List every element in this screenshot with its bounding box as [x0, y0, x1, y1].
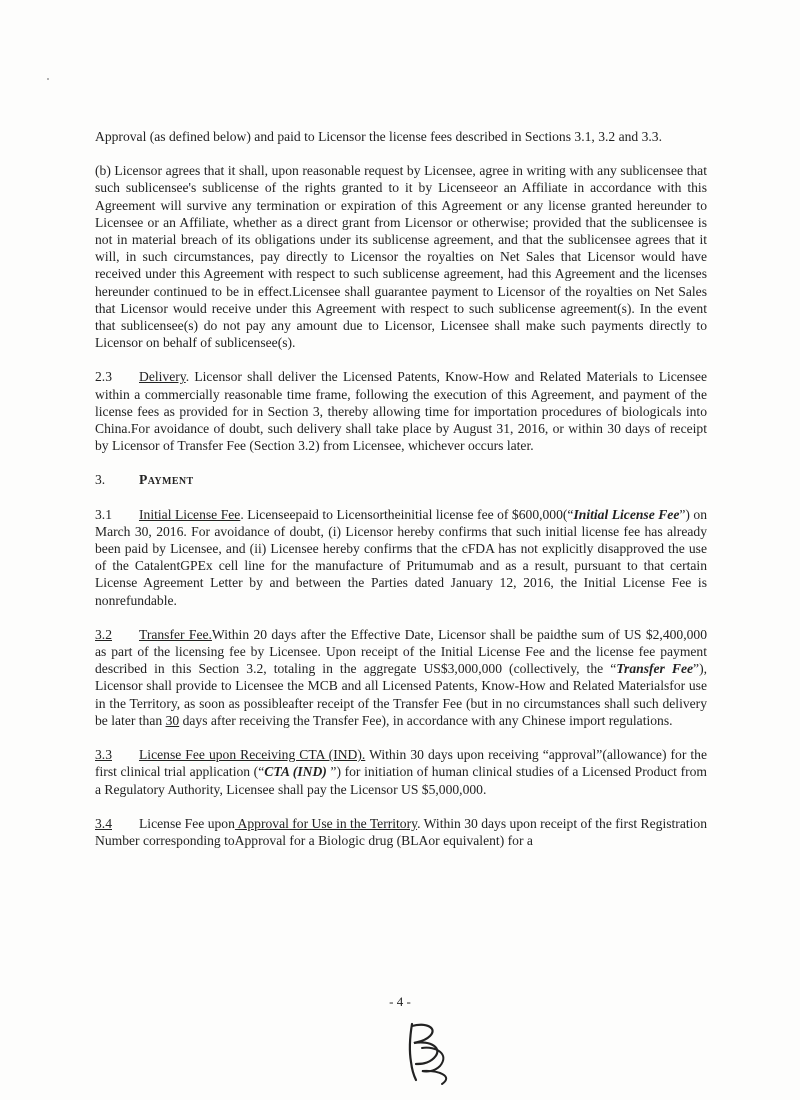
section-number: 3.4	[95, 815, 112, 831]
section-body: Licenseepaid to Licensortheinitial license fee of $600,000(“	[247, 506, 574, 522]
section-body: Within 20 days after the Effective Date, Licensor shall be paidthe sum of US $2,400,000 as part of the licensing fee by Licensee. Upon receipt of the Initial License Fee and the license fee payment described in this Section 3.2, totaling in the aggregate US$3,000,000 (collectively, the “	[95, 626, 707, 677]
section-title-lead: License Fee upon	[139, 815, 235, 831]
section-2-3: 2.3 Delivery. Licensor shall deliver the Licensed Patents, Know-How and Related Materials to Licensee within a commercially reasonable time frame, following the execution of this Agreement, and payment of the license fees as provided for in Section 3, thereby allowing time for importation procedures of biologicals into China.For avoidance of doubt, such delivery shall take place by August 31, 2016, or within 30 days of receipt by Licensor of Transfer Fee (Section 3.2) from Licensee, whichever occurs later.	[95, 369, 707, 454]
section-3-2	[95, 626, 707, 729]
section-title: Payment	[139, 472, 194, 488]
defined-term: Initial License Fee	[573, 506, 680, 522]
section-body-cont: ”) on March 30, 2016. For avoidance of doubt, (i) Licensor hereby confirms that such initial license fee has already been paid by Licensee, and (ii) Licensee hereby confirms that the cFDA has not explicitly disapproved the use of the CatalentGPEx cell line for the manufacture of Pritumumab and as a result, pursuant to that certain License Agreement Letter by and between the Parties dated January 12, 2016, the Initial License Fee is nonrefundable.	[95, 506, 707, 608]
section-3-3	[95, 746, 707, 798]
days-value: 30	[165, 712, 180, 728]
section-body: Within 30 days upon receiving “approval”(allowance) for the first clinical trial application (“	[95, 747, 707, 780]
paragraph-approval: Approval (as defined below) and paid to Licensor the license fees described in Sections 3.1, 3.2 and 3.3.	[95, 129, 662, 144]
section-number: 3.1	[95, 506, 112, 522]
section-body-end: days after receiving the Transfer Fee), in accordance with any Chinese import regulations.	[179, 712, 673, 728]
section-title: Delivery	[139, 369, 186, 385]
section-title: Initial License Fee	[139, 506, 241, 522]
section-body-cont: ”), Licensor shall provide to Licensee the MCB and all Licensed Patents, Know-How and Related Materialsfor use in the Territory, as soon as possibleafter receipt of the Transfer Fee (but in no circumstances shall such delivery be later than	[95, 661, 707, 728]
section-title: Transfer Fee.	[139, 626, 212, 642]
section-body-cont: ”) for initiation of human clinical studies of a Licensed Product from a Regulatory Authority, Licensee shall pay the Licensor US $5,000,000.	[95, 764, 707, 797]
section-number: 3.	[95, 472, 106, 488]
initials-signature-icon	[400, 1018, 470, 1088]
defined-term: CTA (IND)	[264, 764, 327, 780]
section-number: 3.3	[95, 747, 112, 763]
document-body	[95, 128, 707, 866]
section-3-4: 3.4 License Fee upon Approval for Use in the Territory. Within 30 days upon receipt of the first Registration Number corresponding toApproval for a Biologic drug (BLAor equivalent) for a	[95, 815, 707, 848]
section-number: 2.3	[95, 369, 112, 385]
scan-speck	[47, 78, 49, 80]
paragraph-sublicense-b: (b) Licensor agrees that it shall, upon reasonable request by Licensee, agree in writing with any sublicensee that such sublicensee's sublicense of the rights granted to it by Licenseeor an Affiliate in accordance with this Agreement will survive any termination or expiration of this Agreement or any license granted hereunder to Licensee or an Affiliate, whether as a direct grant from Licensor or otherwise; provided that the sublicensee is not in material breach of its obligations under its sublicense agreement, and that the sublicensee agrees that it will, in such circumstances, pay directly to Licensor the royalties on Net Sales that Licensor would have received under this Agreement with respect to such sublicense agreement, had this Agreement and the licenses hereunder continued to be in effect.Licensee shall guarantee payment to Licensor of the royalties on Net Sales that Licensor would receive under this Agreement with respect to such sublicense agreement(s). In the event that sublicensee(s) do not pay any amount due to Licensor, Licensee shall make such payments directly to Licensor on behalf of sublicensee(s).	[95, 163, 707, 351]
section-title: License Fee upon Receiving CTA (IND).	[139, 747, 366, 763]
section-3-1: 3.1 Initial License Fee. Licenseepaid to Licensortheinitial license fee of $600,000(“Initial License Fee”) on March 30, 2016. For avoidance of doubt, (i) Licensor hereby confirms that such initial license fee has already been paid by Licensee, and (ii) Licensee hereby confirms that the cFDA has not explicitly disapproved the use of the CatalentGPEx cell line for the manufacture of Pritumumab and as a result, pursuant to that certain License Agreement Letter by and between the Parties dated January 12, 2016, the Initial License Fee is nonrefundable.	[95, 506, 707, 608]
defined-term: Transfer Fee	[616, 661, 694, 677]
section-number: 3.2	[95, 626, 112, 642]
section-body: Within 30 days upon receipt of the first Registration Number corresponding toApproval for a Biologic drug (BLAor equivalent) for a	[95, 815, 707, 848]
page-number: - 4 -	[389, 994, 411, 1009]
section-title: Approval for Use in the Territory	[234, 815, 418, 831]
section-body: Licensor shall deliver the Licensed Patents, Know-How and Related Materials to Licensee within a commercially reasonable time frame, following the execution of this Agreement, and payment of the license fees as provided for in Section 3, thereby allowing time for importation procedures of biologicals into China.For avoidance of doubt, such delivery shall take place by August 31, 2016, or within 30 days of receipt by Licensor of Transfer Fee (Section 3.2) from Licensee, whichever occurs later.	[95, 369, 707, 454]
section-3-heading	[95, 471, 707, 488]
